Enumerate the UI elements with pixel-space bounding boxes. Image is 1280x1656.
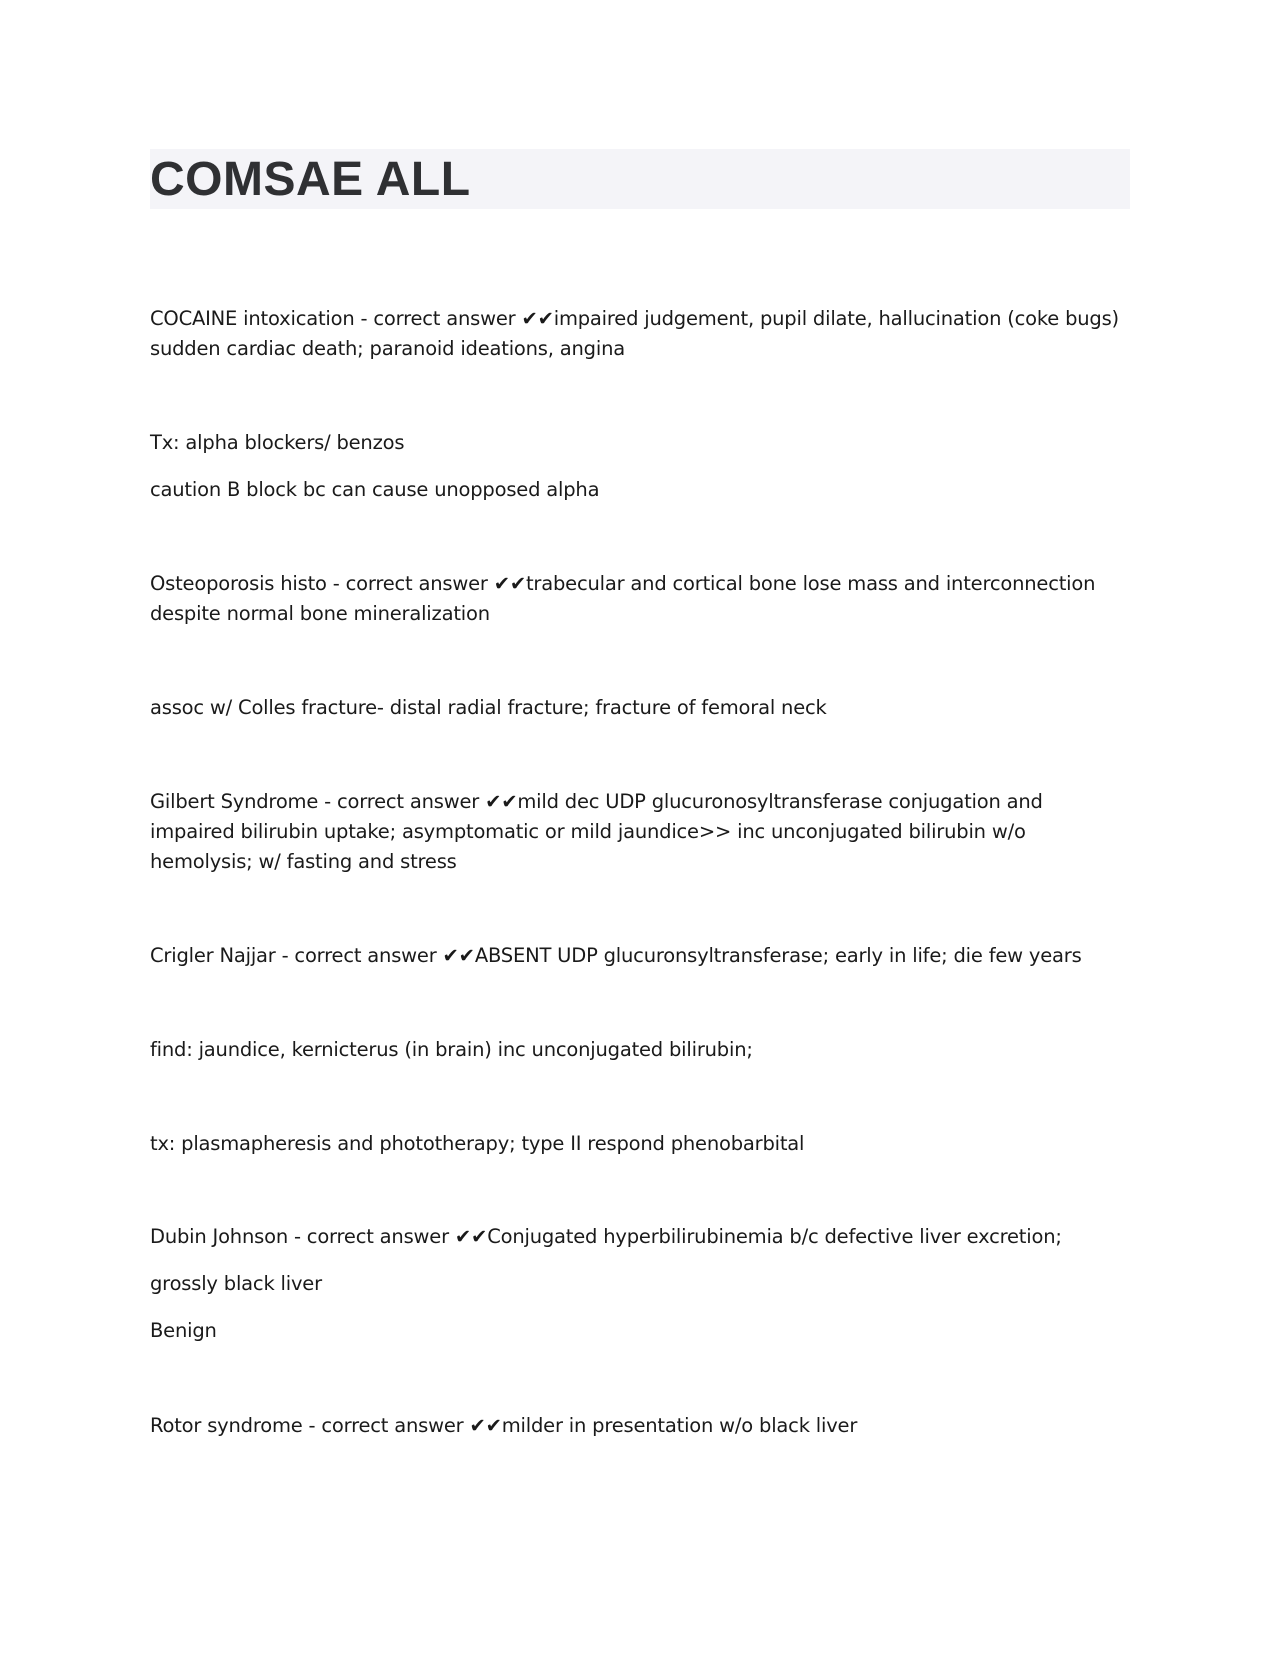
paragraph-rotor: Rotor syndrome - correct answer ✔✔milder in presentation w/o black liver	[150, 1414, 858, 1437]
paragraph-crigler-najjar: Crigler Najjar - correct answer ✔✔ABSENT UDP glucuronsyltransferase; early in life; die few years	[150, 944, 1082, 967]
paragraph-osteoporosis-assoc: assoc w/ Colles fracture- distal radial fracture; fracture of femoral neck	[150, 696, 827, 719]
paragraph-dubin-benign: Benign	[150, 1319, 217, 1342]
paragraph-dubin-liver: grossly black liver	[150, 1272, 322, 1295]
paragraph-cocaine: COCAINE intoxication - correct answer ✔✔impaired judgement, pupil dilate, hallucination (coke bugs) sudden cardiac death; paranoid ideations, angina	[150, 307, 1119, 360]
paragraph-cocaine-caution: caution B block bc can cause unopposed alpha	[150, 478, 600, 501]
page-title: COMSAE ALL	[150, 153, 471, 206]
paragraph-cocaine-tx: Tx: alpha blockers/ benzos	[150, 431, 405, 454]
paragraph-dubin-johnson: Dubin Johnson - correct answer ✔✔Conjugated hyperbilirubinemia b/c defective liver excretion;	[150, 1225, 1062, 1248]
paragraph-gilbert: Gilbert Syndrome - correct answer ✔✔mild dec UDP glucuronosyltransferase conjugation and impaired bilirubin uptake; asymptomatic or mild jaundice>> inc unconjugated bilirubin w/o hemolysis; w/ fasting and stress	[150, 790, 1043, 873]
paragraph-crigler-find: find: jaundice, kernicterus (in brain) inc unconjugated bilirubin;	[150, 1038, 753, 1061]
paragraph-crigler-tx: tx: plasmapheresis and phototherapy; type II respond phenobarbital	[150, 1132, 805, 1155]
paragraph-osteoporosis: Osteoporosis histo - correct answer ✔✔trabecular and cortical bone lose mass and interconnection despite normal bone mineralization	[150, 572, 1096, 625]
